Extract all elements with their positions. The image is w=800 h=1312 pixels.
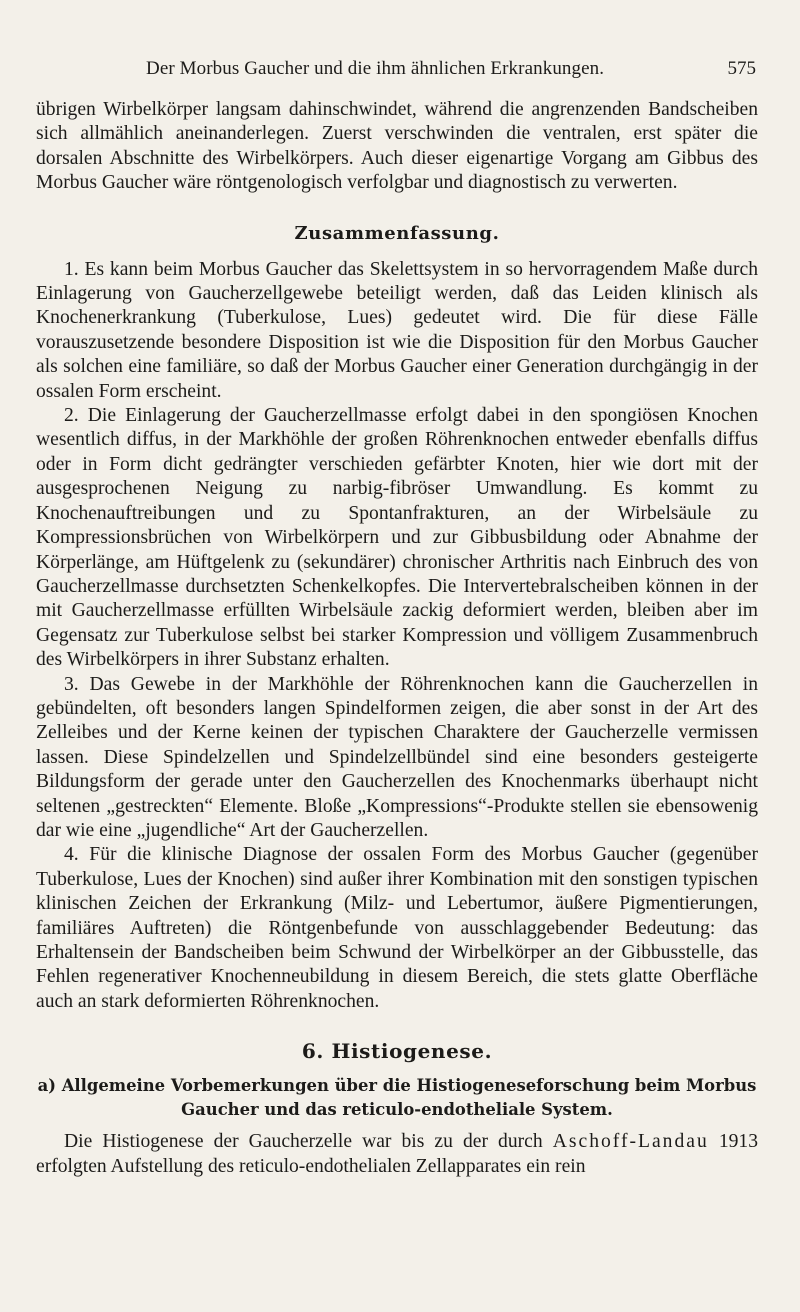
- subsection-heading: a) Allgemeine Vorbemerkungen über die Histiogeneseforschung beim Morbus Gaucher und das reticulo-endotheliale System.: [37, 1076, 757, 1120]
- paragraph-end: 1913 erfolgten Aufstellung des reticulo-endothelialen Zellapparates ein rein: [36, 1131, 759, 1177]
- summary-point-4: 4. Für die klinische Diagnose der ossalen Form des Morbus Gaucher (gegenüber Tuberkulose, Lues der Knochen) sind außer ihrer Kombination mit den sonstigen typischen klinischen Zeichen der Erkrankung (Milz- und Lebertumor, äußere Pigmentierungen, familiäres Auftreten) die Röntgenbefunde von ausschlaggebender Bedeutung: das Erhaltensein der Bandscheiben beim Schwund der Wirbelkörper an der Gibbusstelle, das Fehlen regenerativer Knochenneubildung in diesem Bereich, die stets glatte Oberfläche auch an stark deformierten Röhrenknochen.: [36, 844, 758, 1012]
- author-names: Aschoff-Landau: [552, 1131, 709, 1153]
- summary-point-1: 1. Es kann beim Morbus Gaucher das Skelettsystem in so hervorragendem Maße durch Einlagerung von Gaucherzellgewebe beteiligt werden, daß das Leiden klinisch als Knochenerkrankung (Tuberkulose, Lues) gedeutet wird. Die für diese Fälle vorauszusetzende besondere Disposition ist wie die Disposition für den Morbus Gaucher als solchen eine familiäre, so daß der Morbus Gaucher einer Generation durchgängig in der ossalen Form erscheint.: [36, 258, 758, 402]
- chapter-paragraph: [36, 1130, 758, 1179]
- summary-heading: Zusammenfassung.: [294, 222, 500, 244]
- summary-point-2: 2. Die Einlagerung der Gaucherzellmasse erfolgt dabei in den spongiösen Knochen wesentlich diffus, in der Markhöhle der großen Röhrenknochen entweder ebenfalls diffus oder in Form dicht gedrängter verschieden gefärbter Knoten, hier wie dort mit der ausgesprochenen Neigung zu narbig-fibröser Umwandlung. Es kommt zu Knochenauftreibungen und zu Spontanfrakturen, an der Wirbelsäule zu Kompressionsbrüchen von Wirbelkörpern und zur Gibbusbildung oder Abnahme der Körperlänge, am Hüftgelenk zu (sekundärer) chronischer Arthritis nach Einbruch des von Gaucherzellmasse durchsetzten Schenkelkopfes. Die Intervertebralscheiben können in der mit Gaucherzellmasse erfüllten Wirbelsäule zackig deformiert werden, bleiben aber im Gegensatz zur Tuberkulose selbst bei starker Kompression und völligem Zusammenbruch des Wirbelkörpers in ihrer Substanz erhalten.: [36, 405, 758, 671]
- running-header: [0, 58, 800, 88]
- chapter-heading: 6. Histiogenese.: [301, 1039, 493, 1064]
- paragraph-start: Die Histiogenese der Gaucherzelle war bis zu der durch: [64, 1131, 543, 1153]
- intro-paragraph: übrigen Wirbelkörper langsam dahinschwindet, während die angrenzenden Bandscheiben sich allmählich aneinanderlegen. Zuerst verschwinden die ventralen, erst später die dorsalen Abschnitte des Wirbelkörpers. Auch dieser eigenartige Vorgang am Gibbus des Morbus Gaucher wäre röntgenologisch verfolgbar und diagnostisch zu verwerten.: [36, 99, 758, 194]
- running-title: Der Morbus Gaucher und die ihm ähnlichen Erkrankungen.: [146, 58, 605, 79]
- page-number: 575: [727, 58, 756, 79]
- summary-point-3: 3. Das Gewebe in der Markhöhle der Röhrenknochen kann die Gaucherzellen in gebündelten, oft besonders langen Spindelformen zeigen, die aber sonst in der Art des Zelleibes und der Kerne keinen der typischen Charaktere der Gaucherzelle vermissen lassen. Diese Spindelzellen und Spindelzellbündel sind eine besonders gesteigerte Bildungsform der gerade unter den Gaucherzellen des Knochenmarks überhaupt nicht seltenen „gestreckten“ Elemente. Bloße „Kompressions“-Produkte stellen sie ebensowenig dar wie eine „jugendliche“ Art der Gaucherzellen.: [36, 673, 758, 841]
- body-text: [36, 98, 758, 1179]
